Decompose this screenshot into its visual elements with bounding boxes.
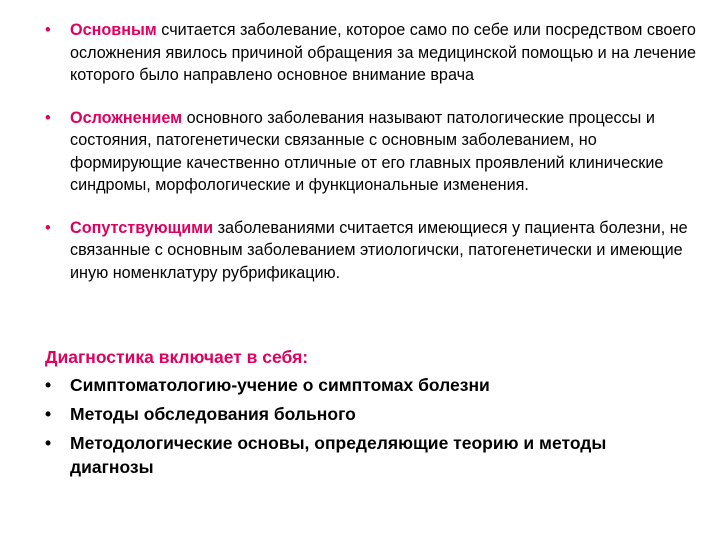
bullet-icon: • bbox=[45, 21, 51, 39]
diagnostics-list bbox=[45, 373, 665, 484]
diagnostics-item-label: Методологические основы, определяющие теорию и методы диагнозы bbox=[70, 433, 607, 477]
bullet-icon: • bbox=[45, 375, 52, 395]
definition-item-concomitant bbox=[45, 217, 705, 285]
definition-text: считается заболевание, которое само по себе или посредством своего осложнения явилось причиной обращения за медицинской помощью и на лечение которого было направлено основное внимание врача bbox=[70, 21, 696, 84]
bullet-icon: • bbox=[45, 433, 52, 453]
diagnostics-item-label: Методы обследования больного bbox=[70, 404, 356, 424]
bullet-icon: • bbox=[45, 404, 52, 424]
definition-term: Сопутствующими bbox=[70, 218, 214, 237]
definition-text: основного заболевания называют патологические процессы и состояния, патогенетически связанные с основным заболеванием, но формирующие качественно отличные от его главных проявлений клинические синдромы, морфологические и функциональные изменения. bbox=[70, 108, 664, 194]
diagnostics-item-label: Симптоматологию-учение о симптомах болезни bbox=[70, 375, 490, 395]
bullet-icon: • bbox=[45, 218, 51, 237]
definition-text: заболеваниями считается имеющиеся у пациента болезни, не связанные с основным заболеванием этиологичски, патогенетически и имеющие иную номенклатуру рубрификацию. bbox=[70, 218, 688, 282]
definition-item-complication bbox=[45, 107, 705, 197]
bullet-icon: • bbox=[45, 108, 51, 127]
diagnostics-item bbox=[45, 431, 665, 479]
diagnostics-item bbox=[45, 373, 665, 397]
diagnostics-heading: Диагностика включает в себя: bbox=[45, 347, 309, 367]
definition-item-main bbox=[45, 19, 705, 87]
definitions-list bbox=[45, 19, 705, 284]
diagnostics-item bbox=[45, 402, 665, 426]
definition-term: Основным bbox=[70, 21, 157, 39]
definition-term: Осложнением bbox=[70, 108, 183, 127]
